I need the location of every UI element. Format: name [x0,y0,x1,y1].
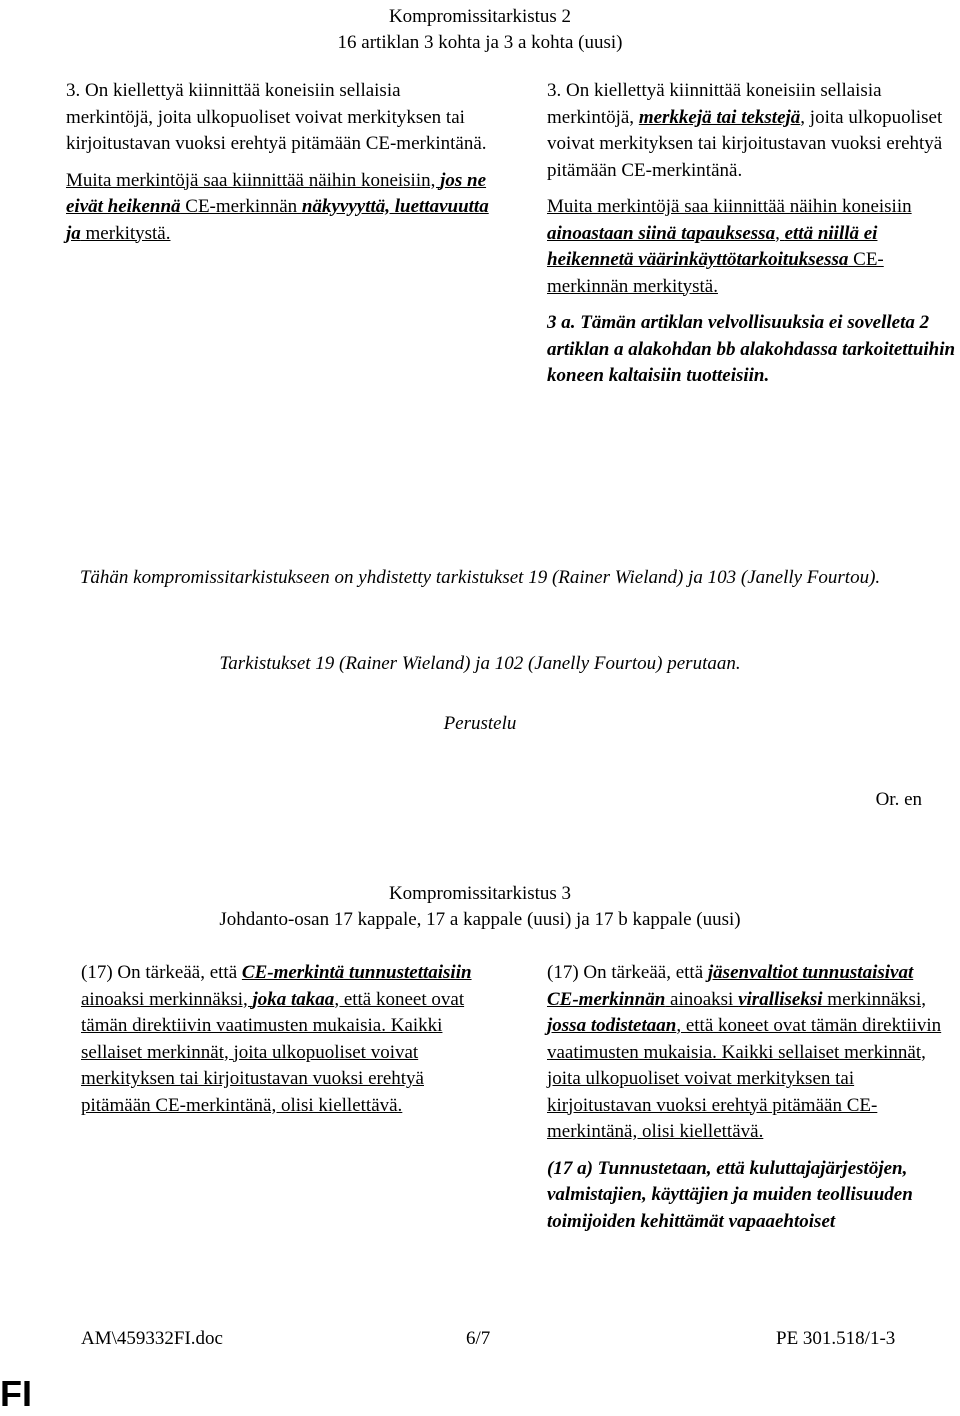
right-paragraph-3: 3 a. Tämän artiklan velvollisuuksia ei sovelleta 2 artiklan a alakohdan bb alakohdassa tarkoitettuihin koneen kaltaisiin tuotteisiin. [547,312,956,386]
right-recital-17a: (17 a) Tunnustetaan, että kuluttajajärjestöjen, valmistajien, käyttäjien ja muiden teollisuuden toimijoiden kehittämät vapaaehtoiset [547,1157,913,1232]
left-paragraph-2: Muita merkintöjä saa kiinnittää näihin koneisiin, jos ne eivät heikennä CE-merkinnän näkyvyyttä, luettavuutta ja merkitystä. [66,169,489,244]
merge-note: Tähän kompromissitarkistukseen on yhdistetty tarkistukset 19 (Rainer Wieland) ja 103 (Janelly Fourtou). [79,567,881,588]
right-paragraph-1: 3. On kiellettyä kiinnittää koneisiin sellaisia merkintöjä, merkkejä tai tekstejä, joita ulkopuoliset voivat merkityksen tai kirjoitustavan vuoksi erehtyä pitämään CE-merkintänä. [547,80,943,181]
amendment-title: Kompromissitarkistus 2 [388,6,572,27]
right-column-text [547,78,960,390]
left-recital-17: (17) On tärkeää, että CE-merkintä tunnustettaisiin ainoaksi merkinnäksi, joka takaa, että koneet ovat tämän direktiivin vaatimusten mukaisia. Kaikki sellaiset merkinnät, joita ulkopuoliset voivat merkityksen tai kirjoitustavan vuoksi erehtyä pitämään CE-merkintänä, olisi kiellettävä. [81,962,472,1116]
language-code: FI [0,1373,32,1414]
right-paragraph-2: Muita merkintöjä saa kiinnittää näihin koneisiin ainoastaan siinä tapauksessa, että niillä ei heikennetä väärinkäyttötarkoituksessa CE-merkinnän merkitystä. [547,196,912,297]
footer-page-number: 6/7 [466,1328,491,1349]
left-column-text [66,78,491,247]
justification-heading: Perustelu [443,713,517,734]
amendment-subtitle-2: Johdanto-osan 17 kappale, 17 a kappale (uusi) ja 17 b kappale (uusi) [219,909,741,930]
amendment-subtitle: 16 artiklan 3 kohta ja 3 a kohta (uusi) [337,32,623,53]
footer-doc-id: AM\459332FI.doc [81,1328,223,1349]
original-language: Or. en [875,789,922,810]
amendment-title-2: Kompromissitarkistus 3 [388,883,572,904]
left-paragraph-1: 3. On kiellettyä kiinnittää koneisiin sellaisia merkintöjä, joita ulkopuoliset voivat merkityksen tai kirjoitustavan vuoksi erehtyä pitämään CE-merkintänä. [66,80,487,154]
left-column-text-2 [81,960,491,1119]
right-column-text-2 [547,960,947,1235]
right-recital-17: (17) On tärkeää, että jäsenvaltiot tunnustaisivat CE-merkinnän ainoaksi viralliseksi merkinnäksi, jossa todistetaan, että koneet ovat tämän direktiivin vaatimusten mukaisia. Kaikki sellaiset merkinnät, joita ulkopuoliset voivat merkityksen tai kirjoitustavan vuoksi erehtyä pitämään CE-merkintänä, olisi kiellettävä. [547,962,942,1142]
withdrawn-note: Tarkistukset 19 (Rainer Wieland) ja 102 (Janelly Fourtou) perutaan. [219,653,741,674]
footer-reference: PE 301.518/1-3 [776,1328,896,1349]
